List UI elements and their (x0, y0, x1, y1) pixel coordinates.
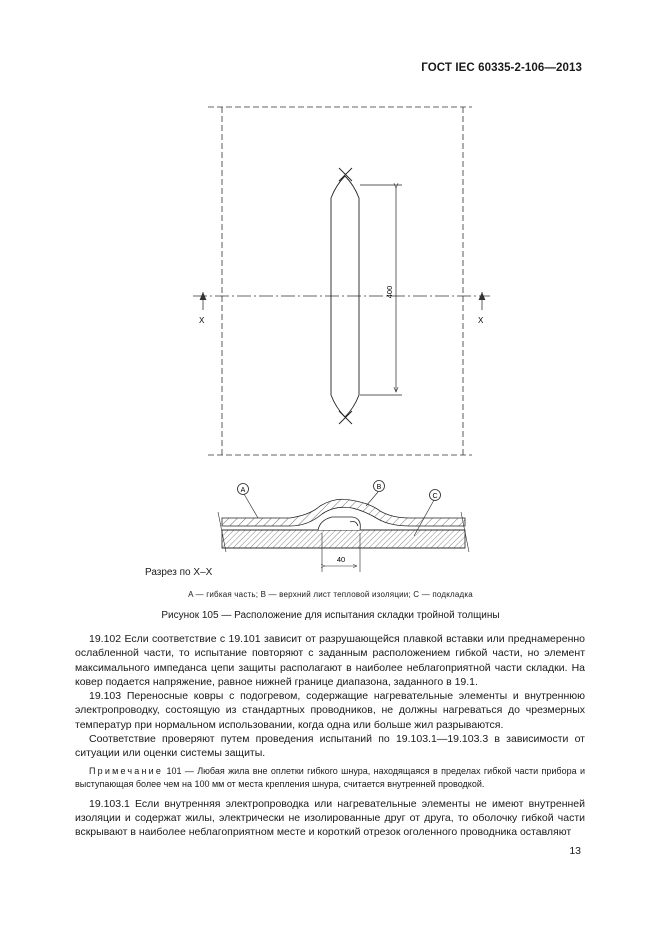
paragraph-19-103: 19.103 Переносные ковры с подогревом, содержащие нагревательные элементы и внутреннюю электропроводку, состоящую из стандартных проводников, не должны нагреваться до чрезмерных температур при нормальном использовании, когда одна или больше жил разрываются. (75, 690, 585, 731)
dimension-40-label: 40 (336, 555, 346, 564)
document-header: ГОСТ IEC 60335-2-106—2013 (421, 62, 582, 74)
paragraph-19-102: 19.102 Если соответствие с 19.101 зависит от разрушающейся плавкой вставки или преднамеренно ослабленной части, то испытание повторяют с заданным расположением гибкой части, но элемент максимального импеданса цепи защиты располагают в наиболее неблагоприятной части складки. На ковер подается напряжение, равное нижней границе диапазона, заданного в 19.1. (75, 633, 585, 688)
dimension-400-label: 400 (385, 285, 394, 299)
figure-caption: Рисунок 105 — Расположение для испытания складки тройной толщины (161, 610, 500, 621)
note-label: Примечание (89, 765, 164, 776)
section-label: Разрез по X–X (145, 567, 213, 578)
section-mark-right: X (478, 316, 484, 325)
note-101 (75, 765, 585, 791)
label-c: C (432, 493, 438, 500)
body-text (75, 632, 585, 840)
paragraph-compliance: Соответствие проверяют путем проведения испытаний по 19.103.1—19.103.3 в зависимости от ситуации или оценки системы защиты. (75, 733, 585, 760)
carpet-outline (208, 107, 472, 455)
paragraph-19-103-1: 19.103.1 Если внутренняя электропроводка или нагревательные элементы не имеют внутренней изоляции и содержат жилы, электрически не изолированные друг от друга, то оболочку гибкой части вскрывают в наиболее неблагоприятном месте и короткий отрезок оголенного проводника оставляют (75, 797, 585, 839)
section-line-x-x (193, 292, 490, 310)
note-text: 101 — Любая жила вне оплетки гибкого шнура, находящаяся в пределах гибкой части прибора и выступающая более чем на 100 мм от места крепления шнура, считается внутренней проводкой. (75, 765, 585, 789)
label-a: A (240, 487, 246, 494)
section-mark-left: X (199, 316, 205, 325)
page-number: 13 (569, 845, 581, 857)
label-b: B (376, 484, 382, 491)
figure-legend: A — гибкая часть; B — верхний лист тепловой изоляции; C — подкладка (188, 590, 473, 599)
dimension-400 (360, 185, 402, 395)
